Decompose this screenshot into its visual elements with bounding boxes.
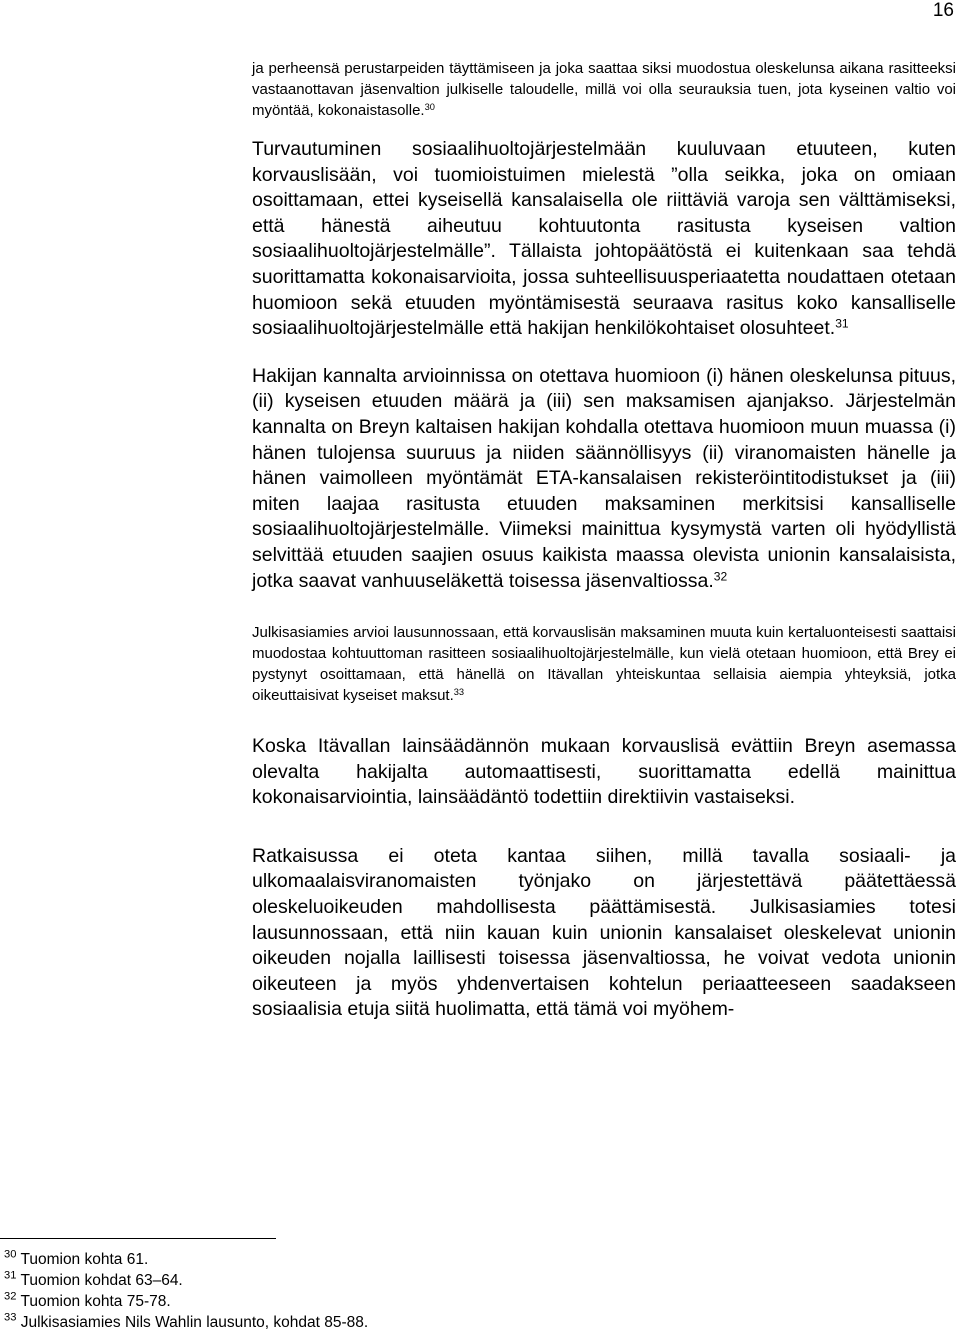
- paragraph-5: [252, 734, 956, 811]
- footnote-ref: 30: [424, 101, 435, 112]
- footnote: [4, 1291, 904, 1312]
- page-number: 16: [932, 0, 954, 21]
- paragraph-text: ja perheensä perustarpeiden täyttämiseen ja joka saattaa siksi muodostua oleskelunsa aikana rasitteeksi vastaanottavan jäsenvaltion julkiselle taloudelle, millä voi olla seurauksia tuen, jota kyseinen valtio voi myöntää, kokonaistasolle.: [252, 60, 956, 119]
- footnote-ref: 33: [453, 686, 465, 697]
- footnote-ref: 32: [713, 568, 728, 583]
- footnote-text: Tuomion kohta 75-78.: [20, 1293, 171, 1310]
- paragraph-text: Ratkaisussa ei oteta kantaa siihen, millä tavalla sosiaali- ja ulkomaalaisviranomaisten työnjako on järjestettävä päätettäessä oleskeluoikeuden mahdollisesta päättämisestä. Julkisasiamies totesi lausunnossaan, että niin kauan kuin unionin kansalaiset oleskelevat unionin oikeuden nojalla laillisesti toisessa jäsenvaltiossa, he voivat vedota unionin oikeuteen ja myös yhdenvertaisen kohtelun periaatteeseen saadakseen sosiaalisia etuja siitä huolimatta, että tämä voi myöhem-: [252, 844, 956, 1021]
- paragraph-4: [252, 622, 956, 706]
- body-text: [252, 58, 956, 1023]
- paragraph-text: Hakijan kannalta arvioinnissa on otettava huomioon (i) hänen oleskelunsa pituus, (ii) kyseisen etuuden määrä ja (iii) sen maksamisen ajanjakso. Järjestelmän kannalta on Breyn kaltaisen hakijan kohdalla otettava huomioon muun muassa (i) hänen tulojensa suuruus ja niiden säännöllisyys (ii) viranomaisten hänelle ja hänen vaimolleen myöntämät ETA-kansalaisen rekisteröintitodistukset ja (iii) miten laajaa rasitusta etuuden maksaminen merkitsisi kansalliselle sosiaalihuoltojärjestelmälle. Viimeksi mainittua kysymystä varten oli hyödyllistä selvittää etuuden saajien osuus kaikista maassa olevista unionin kansalaisista, jotka saavat vanhuuseläkettä toisessa jäsenvaltiossa.: [252, 364, 956, 592]
- footnote: [4, 1312, 904, 1333]
- footnote-separator: [0, 1238, 276, 1239]
- footnote-text: Tuomion kohdat 63–64.: [20, 1272, 183, 1289]
- footnote-text: Julkisasiamies Nils Wahlin lausunto, kohdat 85-88.: [20, 1314, 369, 1331]
- footnote-number: 33: [4, 1311, 17, 1324]
- paragraph-text: Turvautuminen sosiaalihuoltojärjestelmään kuuluvaan etuuteen, kuten korvauslisään, voi tuomioistuimen mielestä ”olla seikka, joka on omiaan osoittamaan, ettei kyseisellä kansalaisella ole riittäviä varoja sen välttämiseksi, että hänestä aiheutuu kohtuutonta rasitusta kyseisen valtion sosiaalihuoltojärjestelmälle”. Tällaista johtopäätöstä ei kuitenkaan saa tehdä suorittamatta kokonaisarvioita, jossa suhteellisuusperiaatetta noudattaen otetaan huomioon sekä etuuden myöntämisestä seuraava rasitus koko kansalliselle sosiaalihuoltojärjestelmälle että hakijan henkilökohtaiset olosuhteet.: [252, 138, 956, 340]
- footnote-text: Tuomion kohta 61.: [20, 1251, 149, 1268]
- footnotes: [4, 1249, 904, 1333]
- footnote-number: 30: [4, 1248, 17, 1261]
- footnote: [4, 1270, 904, 1291]
- paragraph-6: [252, 844, 956, 1023]
- paragraph-3: [252, 364, 956, 594]
- paragraph-2: [252, 137, 956, 342]
- footnote-number: 32: [4, 1290, 17, 1303]
- footnote-ref: 31: [835, 316, 849, 331]
- paragraph-text: Koska Itävallan lainsäädännön mukaan korvauslisä evättiin Breyn asemassa olevalta hakijalta automaattisesti, suorittamatta edellä mainittua kokonaisarviointia, lainsäädäntö todettiin direktiivin vastaiseksi.: [252, 735, 956, 809]
- footnote-number: 31: [4, 1269, 17, 1282]
- footnote: [4, 1249, 904, 1270]
- paragraph-1: [252, 58, 956, 121]
- paragraph-text: Julkisasiamies arvioi lausunnossaan, että korvauslisän maksaminen muuta kuin kertaluonteisesti saattaisi muodostaa kohtuuttoman rasitteen sosiaalihuoltojärjestelmälle, kun vielä otetaan huomioon, että Brey ei pystynyt osoittamaan, että hänellä on Itävallan yhteiskuntaa sellaisia aiempia yhteyksiä, jotka oikeuttaisivat kyseiset maksut.: [252, 624, 956, 705]
